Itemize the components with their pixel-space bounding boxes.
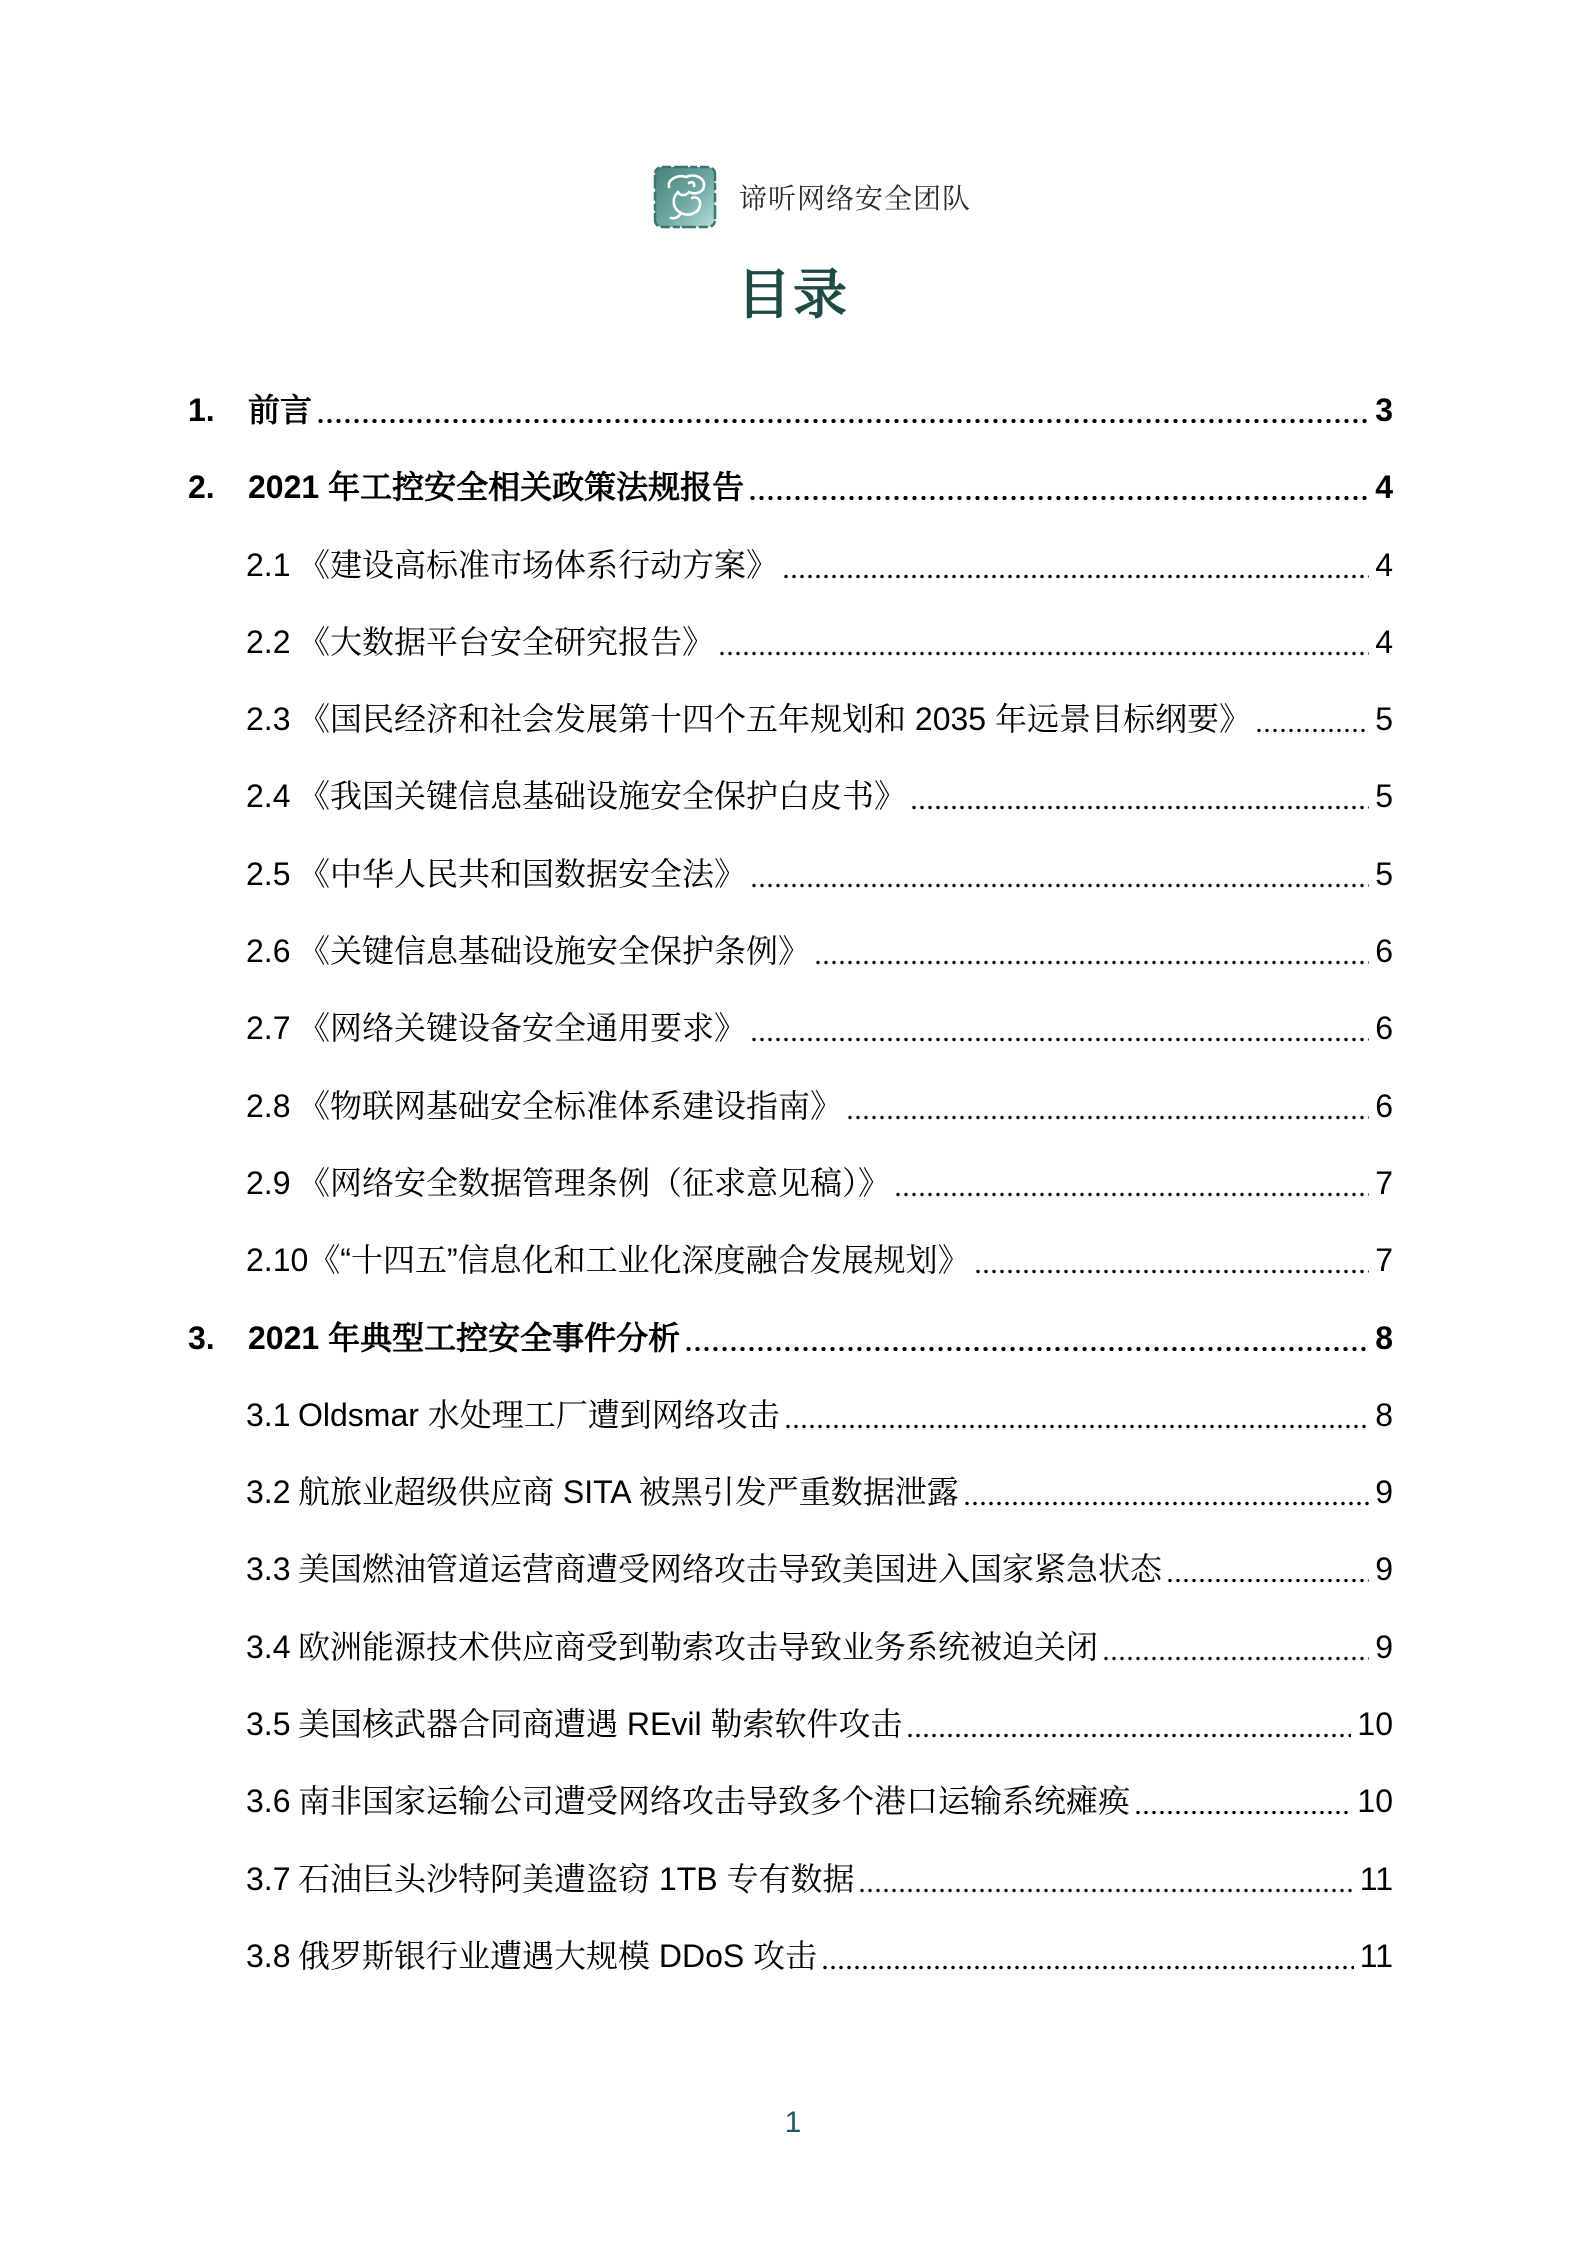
toc-entry-label: 石油巨头沙特阿美遭盗窃 1TB 专有数据 xyxy=(298,1860,855,1897)
toc-entry-number: 2. xyxy=(188,469,215,506)
toc-entry[interactable] xyxy=(188,1084,1393,1128)
toc-entry-page: 10 xyxy=(1357,1706,1393,1743)
toc-dot-leader-icon xyxy=(906,1733,1351,1738)
toc-entry-number: 3. xyxy=(188,1319,215,1356)
toc-entry-label: 南非国家运输公司遭受网络攻击导致多个港口运输系统瘫痪 xyxy=(298,1783,1131,1820)
toc-entry-label: 美国核武器合同商遭遇 REvil 勒索软件攻击 xyxy=(298,1706,903,1743)
toc-entry-page: 8 xyxy=(1375,1319,1393,1356)
toc-entry-page: 9 xyxy=(1375,1551,1393,1588)
toc-entry-label: 航旅业超级供应商 SITA 被黑引发严重数据泄露 xyxy=(298,1474,959,1511)
toc-entry[interactable] xyxy=(188,620,1393,664)
toc-entry-page: 6 xyxy=(1375,1087,1393,1124)
toc-dot-leader-icon xyxy=(894,1192,1369,1197)
toc-entry-number: 3.6 xyxy=(246,1783,291,1820)
toc-entry-page: 5 xyxy=(1375,778,1393,815)
toc-dot-leader-icon xyxy=(718,651,1369,656)
toc-entry[interactable] xyxy=(188,1857,1393,1901)
toc-entry[interactable] xyxy=(188,1238,1393,1282)
toc-dot-leader-icon xyxy=(858,1888,1353,1893)
toc-entry-page: 9 xyxy=(1375,1474,1393,1511)
toc-entry[interactable] xyxy=(188,1702,1393,1746)
toc-entry-number: 2.7 xyxy=(246,1010,291,1047)
toc-dot-leader-icon xyxy=(1102,1656,1369,1661)
toc-dot-leader-icon xyxy=(782,574,1369,579)
toc-entry-number: 3.7 xyxy=(246,1860,291,1897)
toc-dot-leader-icon xyxy=(910,805,1369,810)
toc-entry-label: 欧洲能源技术供应商受到勒索攻击导致业务系统被迫关闭 xyxy=(298,1628,1099,1665)
toc-entry-number: 2.10 xyxy=(246,1242,309,1279)
toc-dot-leader-icon xyxy=(684,1346,1369,1352)
toc-entry[interactable] xyxy=(188,1316,1393,1360)
toc-dot-leader-icon xyxy=(821,1965,1354,1970)
toc-entry-page: 11 xyxy=(1359,1937,1393,1974)
toc-dot-leader-icon xyxy=(784,1424,1369,1429)
toc-entry[interactable] xyxy=(188,774,1393,818)
toc-entry-label: 《中华人民共和国数据安全法》 xyxy=(298,855,747,892)
team-name-text: 谛听网络安全团队 xyxy=(739,183,972,214)
toc-entry-number: 3.5 xyxy=(246,1706,291,1743)
toc-entry-label: 前言 xyxy=(248,392,313,428)
toc-entry-label: 《网络关键设备安全通用要求》 xyxy=(298,1010,747,1047)
toc-title: 目录 xyxy=(737,265,849,325)
toc-entry-page: 9 xyxy=(1375,1628,1393,1665)
toc-entry[interactable] xyxy=(188,1006,1393,1050)
toc-dot-leader-icon xyxy=(974,1269,1370,1274)
toc-dot-leader-icon xyxy=(1166,1578,1369,1583)
toc-entry-number: 3.3 xyxy=(246,1551,291,1588)
toc-entry-label: 《大数据平台安全研究报告》 xyxy=(298,623,715,660)
toc-entry[interactable] xyxy=(188,1393,1393,1437)
toc-dot-leader-icon xyxy=(1255,728,1369,733)
toc-entry-page: 5 xyxy=(1375,701,1393,738)
toc-entry[interactable] xyxy=(188,852,1393,896)
toc-entry-page: 11 xyxy=(1359,1860,1393,1897)
toc-dot-leader-icon xyxy=(316,418,1369,424)
toc-entry[interactable] xyxy=(188,543,1393,587)
toc-entry[interactable] xyxy=(188,1779,1393,1823)
toc-entry[interactable] xyxy=(188,697,1393,741)
toc-entry[interactable] xyxy=(188,388,1393,432)
toc-entry-number: 2.3 xyxy=(246,701,291,738)
toc-entry-label: 《物联网基础安全标准体系建设指南》 xyxy=(298,1087,843,1124)
toc-entry-label: 俄罗斯银行业遭遇大规模 DDoS 攻击 xyxy=(298,1937,818,1974)
toc-entry-page: 10 xyxy=(1357,1783,1393,1820)
toc-entry-page: 4 xyxy=(1375,469,1393,506)
toc-entry-label: 《国民经济和社会发展第十四个五年规划和 2035 年远景目标纲要》 xyxy=(298,701,1251,738)
toc-entry-label: 《“十四五”信息化和工业化深度融合发展规划》 xyxy=(308,1242,970,1279)
toc-entry-page: 3 xyxy=(1375,392,1393,428)
toc-entry-page: 6 xyxy=(1375,1010,1393,1047)
toc-entry-label: 《关键信息基础设施安全保护条例》 xyxy=(298,933,811,970)
toc-dot-leader-icon xyxy=(814,960,1369,965)
toc-entry[interactable] xyxy=(188,1547,1393,1591)
toc-entry-number: 2.4 xyxy=(246,778,291,815)
toc-entry[interactable] xyxy=(188,1161,1393,1205)
toc-list xyxy=(188,388,1393,2011)
toc-entry-page: 7 xyxy=(1375,1164,1393,1201)
document-footer xyxy=(0,2106,1586,2140)
toc-entry-label: 美国燃油管道运营商遭受网络攻击导致美国进入国家紧急状态 xyxy=(298,1551,1163,1588)
toc-dot-leader-icon xyxy=(963,1501,1369,1506)
toc-entry-number: 3.4 xyxy=(246,1628,291,1665)
toc-entry[interactable] xyxy=(188,1470,1393,1514)
toc-entry-number: 2.8 xyxy=(246,1087,291,1124)
toc-entry-number: 2.9 xyxy=(246,1164,291,1201)
toc-entry-label: 《建设高标准市场体系行动方案》 xyxy=(298,546,779,583)
toc-entry-page: 5 xyxy=(1375,855,1393,892)
toc-dot-leader-icon xyxy=(846,1115,1369,1120)
toc-entry-number: 2.1 xyxy=(246,546,291,583)
toc-entry-label: Oldsmar 水处理工厂遭到网络攻击 xyxy=(298,1396,780,1433)
toc-entry-page: 4 xyxy=(1375,623,1393,660)
toc-dot-leader-icon xyxy=(748,495,1369,501)
diting-seal-logo-icon xyxy=(653,165,717,229)
toc-dot-leader-icon xyxy=(750,883,1369,888)
toc-entry-page: 8 xyxy=(1375,1396,1393,1433)
toc-entry[interactable] xyxy=(188,1934,1393,1978)
toc-entry-number: 3.1 xyxy=(246,1396,291,1433)
toc-entry-number: 2.6 xyxy=(246,933,291,970)
toc-entry-page: 7 xyxy=(1375,1242,1393,1279)
toc-entry-number: 1. xyxy=(188,392,215,428)
toc-entry-label: 《我国关键信息基础设施安全保护白皮书》 xyxy=(298,778,907,815)
toc-dot-leader-icon xyxy=(750,1037,1369,1042)
page-number: 1 xyxy=(784,2106,802,2139)
toc-entry-number: 3.8 xyxy=(246,1937,291,1974)
document-header xyxy=(653,165,971,229)
toc-dot-leader-icon xyxy=(1134,1810,1351,1815)
toc-entry-number: 2.2 xyxy=(246,623,291,660)
toc-entry[interactable] xyxy=(188,929,1393,973)
toc-entry-label: 《网络安全数据管理条例（征求意见稿）》 xyxy=(298,1164,891,1201)
toc-entry-label: 2021 年工控安全相关政策法规报告 xyxy=(248,469,745,506)
toc-entry[interactable] xyxy=(188,1625,1393,1669)
toc-entry-page: 6 xyxy=(1375,933,1393,970)
toc-entry-number: 3.2 xyxy=(246,1474,291,1511)
toc-entry-label: 2021 年典型工控安全事件分析 xyxy=(248,1319,681,1356)
toc-entry-page: 4 xyxy=(1375,546,1393,583)
toc-entry[interactable] xyxy=(188,465,1393,509)
toc-entry-number: 2.5 xyxy=(246,855,291,892)
